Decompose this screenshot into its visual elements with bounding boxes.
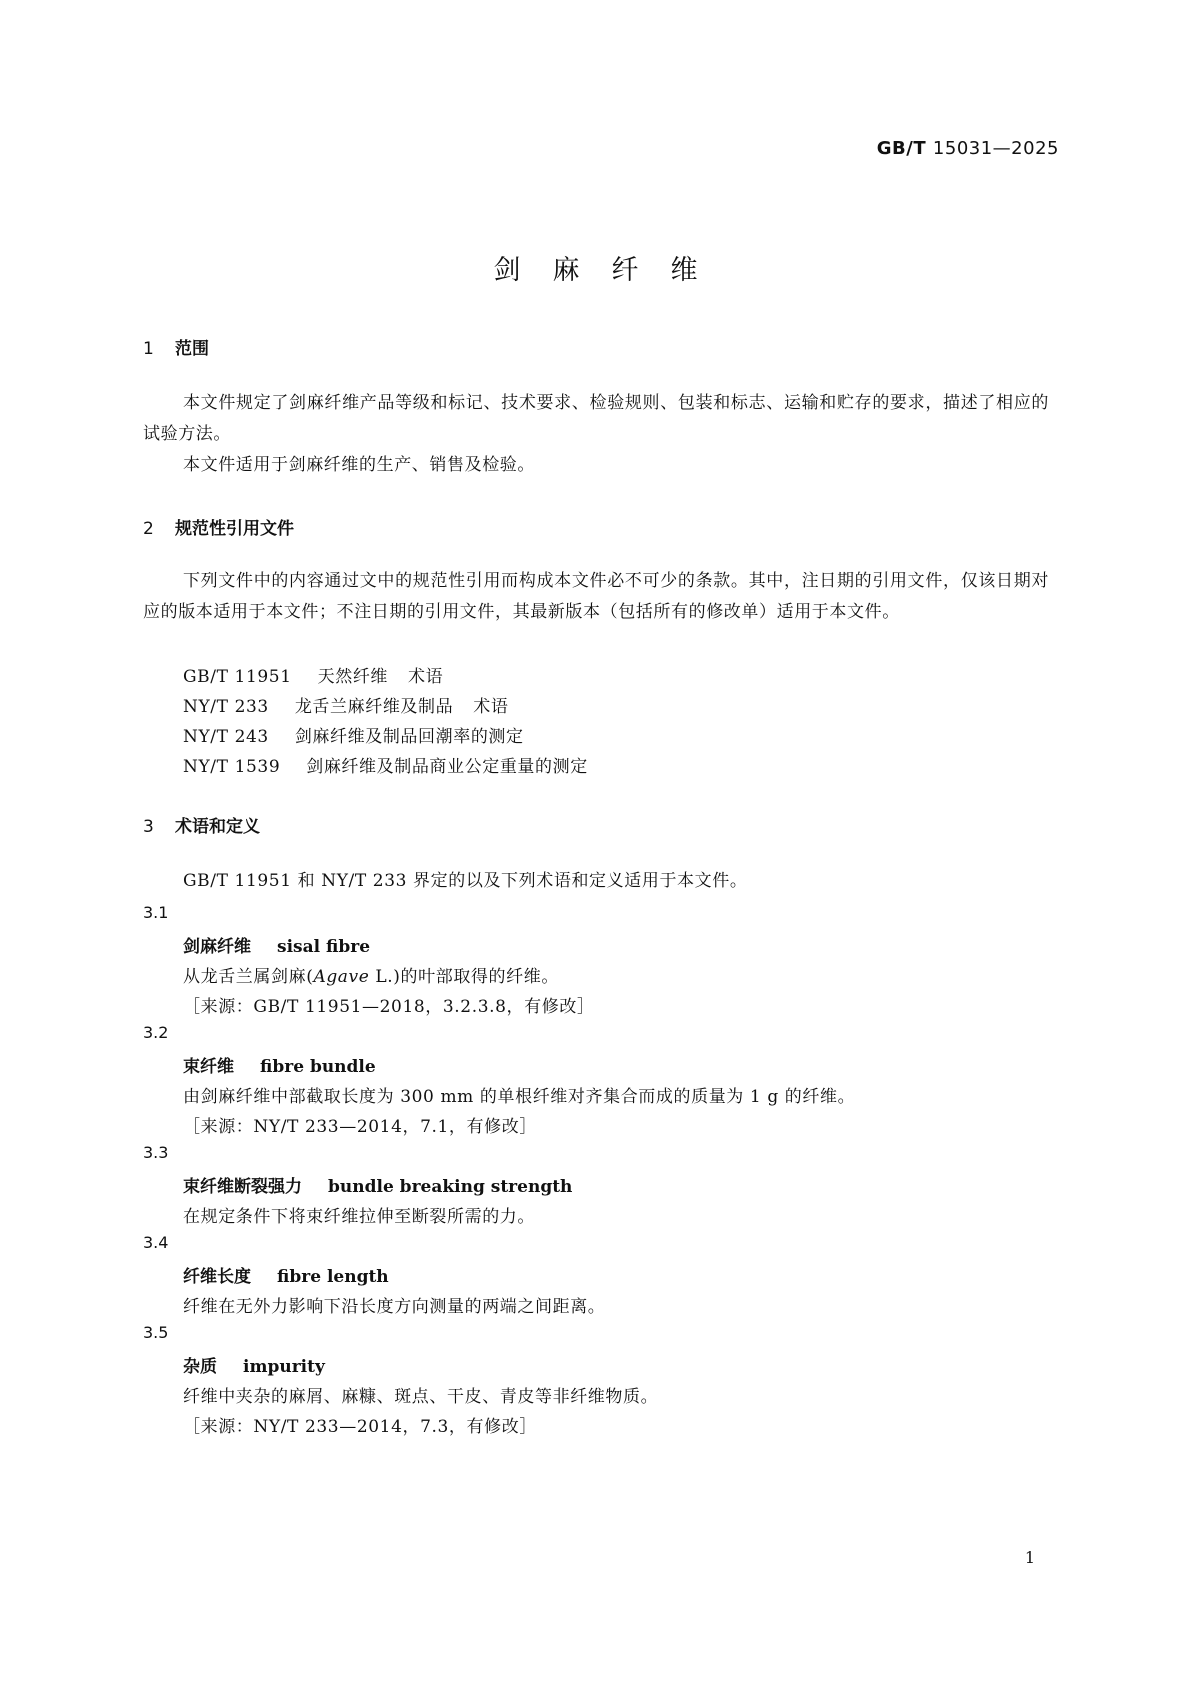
term-definition: 在规定条件下将束纤维拉伸至断裂所需的力。	[183, 1207, 535, 1227]
terms-intro: GB/T 11951 和 NY/T 233 界定的以及下列术语和定义适用于本文件。	[183, 871, 748, 891]
reference-item: NY/T 1539 剑麻纤维及制品商业公定重量的测定	[183, 757, 588, 777]
references-intro: 下列文件中的内容通过文中的规范性引用而构成本文件必不可少的条款。其中，注日期的引用文件，仅该日期对应的版本适用于本文件；不注日期的引用文件，其最新版本（包括所有的修改单）适用于本文件。	[143, 571, 1049, 622]
term-heading: 纤维长度 fibre length	[183, 1267, 389, 1287]
term-heading: 束纤维 fibre bundle	[183, 1057, 376, 1077]
section-heading-references: 2 规范性引用文件	[143, 519, 294, 539]
section-heading-terms: 3 术语和定义	[143, 817, 260, 837]
term-heading: 杂质 impurity	[183, 1357, 325, 1377]
term-definition: 纤维中夹杂的麻屑、麻糠、斑点、干皮、青皮等非纤维物质。	[183, 1387, 659, 1407]
standard-number: GB/T 15031—2025	[876, 138, 1059, 159]
term-source: ［来源：NY/T 233—2014，7.1，有修改］	[183, 1117, 537, 1137]
term-definition: 纤维在无外力影响下沿长度方向测量的两端之间距离。	[183, 1297, 606, 1317]
document-title: 剑麻纤维	[493, 255, 730, 286]
reference-item: GB/T 11951 天然纤维 术语	[183, 667, 444, 687]
scope-paragraph-1: 本文件规定了剑麻纤维产品等级和标记、技术要求、检验规则、包装和标志、运输和贮存的要求，描述了相应的试验方法。	[143, 393, 1049, 444]
term-heading: 束纤维断裂强力 bundle breaking strength	[183, 1177, 573, 1197]
term-source: ［来源：NY/T 233—2014，7.3，有修改］	[183, 1417, 537, 1437]
term-number: 3.2	[143, 1023, 169, 1042]
reference-item: NY/T 243 剑麻纤维及制品回潮率的测定	[183, 727, 524, 747]
section-heading-scope: 1 范围	[143, 339, 209, 359]
page-number: 1	[1024, 1548, 1035, 1567]
scope-paragraph-2: 本文件适用于剑麻纤维的生产、销售及检验。	[183, 455, 535, 475]
reference-item: NY/T 233 龙舌兰麻纤维及制品 术语	[183, 697, 509, 717]
term-number: 3.3	[143, 1143, 169, 1162]
term-source: ［来源：GB/T 11951—2018，3.2.3.8，有修改］	[183, 997, 595, 1017]
term-number: 3.4	[143, 1233, 169, 1252]
term-heading: 剑麻纤维 sisal fibre	[183, 937, 371, 957]
term-definition: 从龙舌兰属剑麻(Agave L.)的叶部取得的纤维。	[183, 967, 559, 987]
term-number: 3.5	[143, 1323, 169, 1342]
term-definition: 由剑麻纤维中部截取长度为 300 mm 的单根纤维对齐集合而成的质量为 1 g 的纤维。	[183, 1087, 856, 1107]
term-number: 3.1	[143, 903, 169, 922]
